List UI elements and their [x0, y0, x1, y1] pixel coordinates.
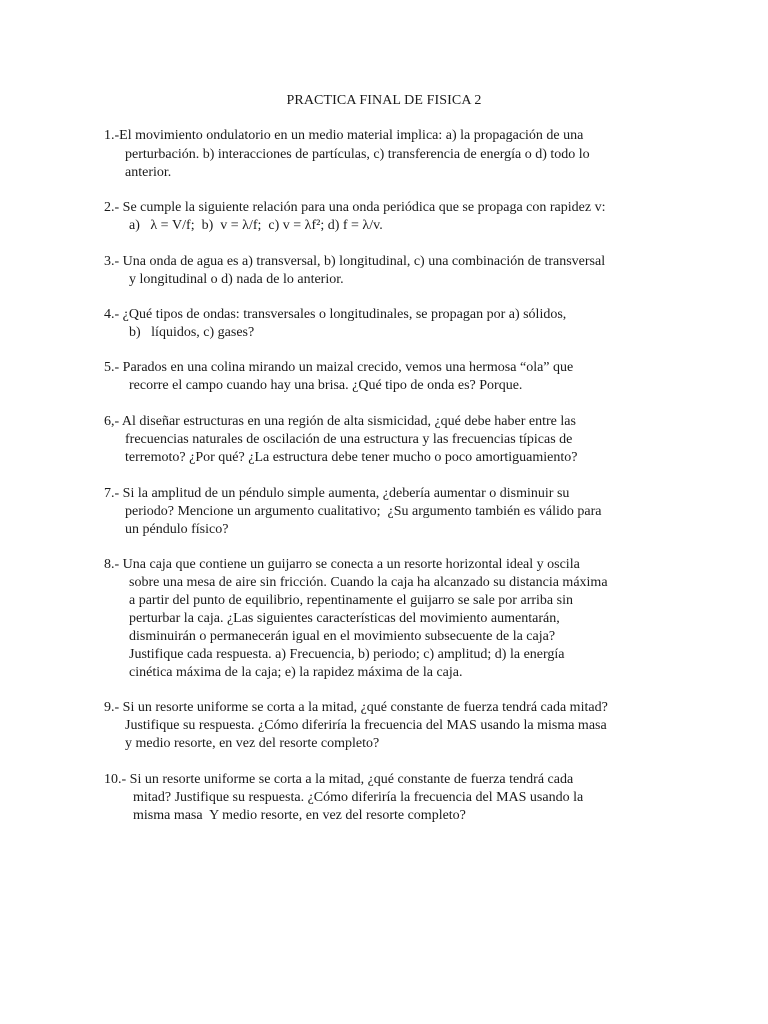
- question-text-line: 3.- Una onda de agua es a) transversal, b) longitudinal, c) una combinación de transversal: [104, 254, 606, 269]
- question-text-line: y longitudinal o d) nada de lo anterior.: [129, 272, 344, 287]
- question-text-line: 2.- Se cumple la siguiente relación para una onda periódica que se propaga con rapidez v:: [104, 200, 606, 215]
- question-text-line: anterior.: [125, 165, 172, 180]
- question-text-line: 8.- Una caja que contiene un guijarro se conecta a un resorte horizontal ideal y oscila: [104, 557, 580, 572]
- page-title: PRACTICA FINAL DE FISICA 2: [286, 93, 482, 108]
- question-text-line: Justifique cada respuesta. a) Frecuencia, b) periodo; c) amplitud; d) la energía: [129, 647, 565, 662]
- question-text-line: 7.- Si la amplitud de un péndulo simple aumenta, ¿debería aumentar o disminuir su: [104, 486, 570, 501]
- question-text-line: a) λ = V/f; b) v = λ/f; c) v = λf²; d) f = λ/v.: [129, 218, 383, 233]
- question-text-line: 10.- Si un resorte uniforme se corta a la mitad, ¿qué constante de fuerza tendrá cada: [104, 772, 574, 787]
- question-text-line: disminuirán o permanecerán igual en el movimiento subsecuente de la caja?: [129, 629, 556, 644]
- question-text-line: 9.- Si un resorte uniforme se corta a la mitad, ¿qué constante de fuerza tendrá cada mitad?: [104, 700, 608, 715]
- question-text-line: misma masa Y medio resorte, en vez del resorte completo?: [133, 808, 466, 823]
- question-text-line: 6,- Al diseñar estructuras en una región de alta sismicidad, ¿qué debe haber entre las: [104, 414, 576, 429]
- question-text-line: sobre una mesa de aire sin fricción. Cuando la caja ha alcanzado su distancia máxima: [129, 575, 608, 590]
- question-text-line: terremoto? ¿Por qué? ¿La estructura debe tener mucho o poco amortiguamiento?: [125, 450, 578, 465]
- question-text-line: 1.-El movimiento ondulatorio en un medio material implica: a) la propagación de una: [104, 128, 584, 143]
- question-text-line: 5.- Parados en una colina mirando un maizal crecido, vemos una hermosa “ola” que: [104, 360, 574, 375]
- question-text-line: perturbación. b) interacciones de partículas, c) transferencia de energía o d) todo lo: [125, 147, 590, 162]
- question-text-line: frecuencias naturales de oscilación de una estructura y las frecuencias típicas de: [125, 432, 573, 447]
- question-text-line: recorre el campo cuando hay una brisa. ¿Qué tipo de onda es? Porque.: [129, 378, 523, 393]
- question-text-line: cinética máxima de la caja; e) la rapidez máxima de la caja.: [129, 665, 463, 680]
- question-text-line: mitad? Justifique su respuesta. ¿Cómo diferiría la frecuencia del MAS usando la: [133, 790, 584, 805]
- question-text-line: periodo? Mencione un argumento cualitativo; ¿Su argumento también es válido para: [125, 504, 602, 519]
- question-text-line: y medio resorte, en vez del resorte completo?: [125, 736, 380, 751]
- question-text-line: perturbar la caja. ¿Las siguientes características del movimiento aumentarán,: [129, 611, 560, 626]
- question-text-line: Justifique su respuesta. ¿Cómo diferiría la frecuencia del MAS usando la misma masa: [125, 718, 607, 733]
- question-text-line: un péndulo físico?: [125, 522, 229, 537]
- question-text-line: b) líquidos, c) gases?: [129, 325, 255, 340]
- question-text-line: a partir del punto de equilibrio, repentinamente el guijarro se sale por arriba sin: [129, 593, 573, 608]
- question-text-line: 4.- ¿Qué tipos de ondas: transversales o longitudinales, se propagan por a) sólidos,: [104, 307, 567, 322]
